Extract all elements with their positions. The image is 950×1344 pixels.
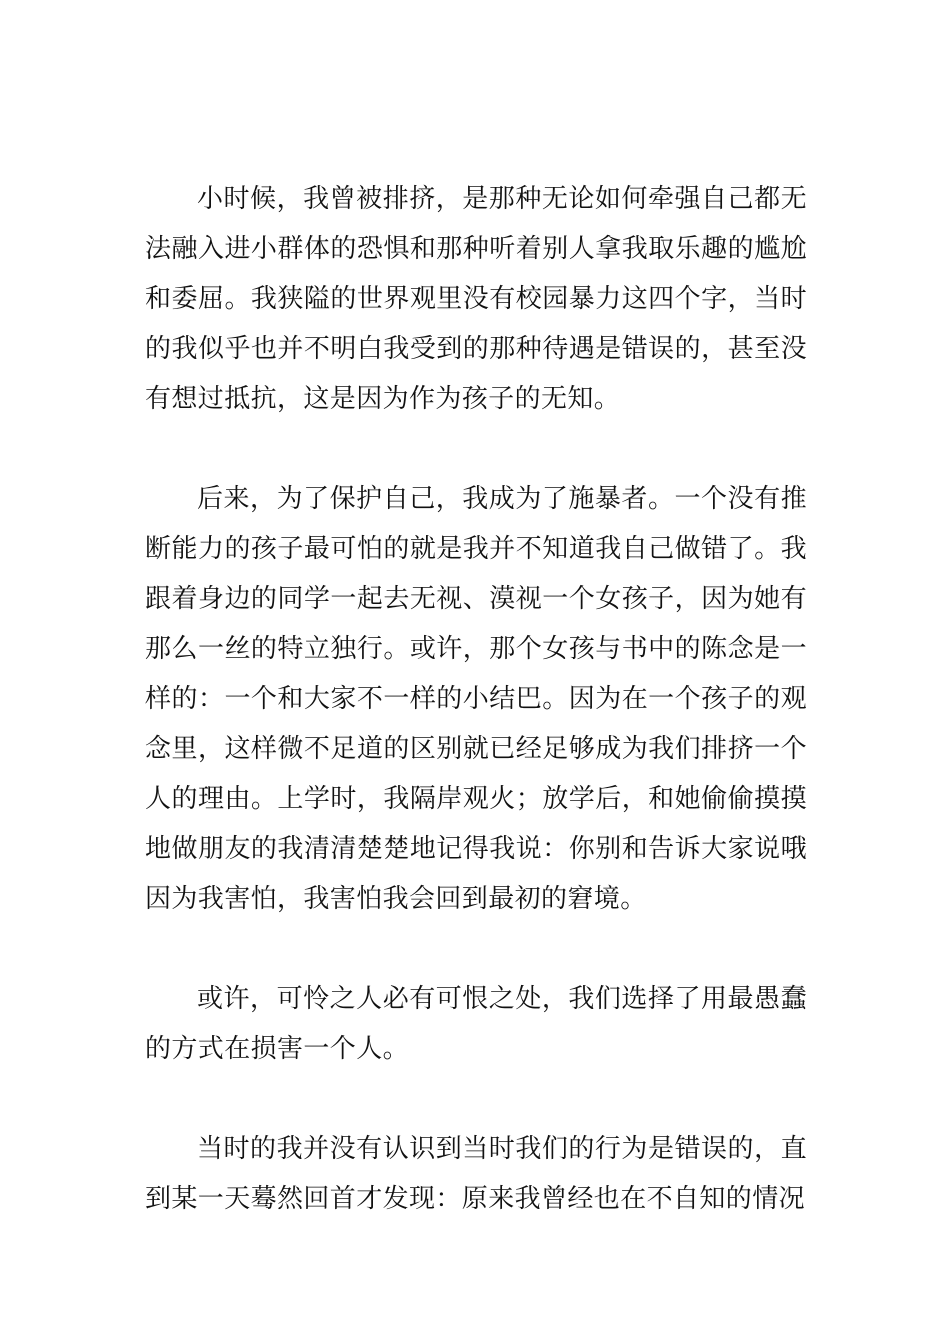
- paragraph-1: 小时候，我曾被排挤，是那种无论如何牵强自己都无法融入进小群体的恐惧和那种听着别人拿我取乐趣的尴尬和委屈。我狭隘的世界观里没有校园暴力这四个字，当时的我似乎也并不明白我受到的那种待遇是错误的，甚至没有想过抵抗，这是因为作为孩子的无知。: [145, 184, 807, 414]
- document-body: [145, 174, 807, 1224]
- paragraph-4: 当时的我并没有认识到当时我们的行为是错误的，直到某一天蓦然回首才发现：原来我曾经也在不自知的情况: [145, 1134, 807, 1214]
- paragraph-3: 或许，可怜之人必有可恨之处，我们选择了用最愚蠢的方式在损害一个人。: [145, 984, 807, 1064]
- paragraph-2: 后来，为了保护自己，我成为了施暴者。一个没有推断能力的孩子最可怕的就是我并不知道我自己做错了。我跟着身边的同学一起去无视、漠视一个女孩子，因为她有那么一丝的特立独行。或许，那个女孩与书中的陈念是一样的：一个和大家不一样的小结巴。因为在一个孩子的观念里，这样微不足道的区别就已经足够成为我们排挤一个人的理由。上学时，我隔岸观火；放学后，和她偷偷摸摸地做朋友的我清清楚楚地记得我说：你别和告诉大家说哦因为我害怕，我害怕我会回到最初的窘境。: [145, 484, 807, 914]
